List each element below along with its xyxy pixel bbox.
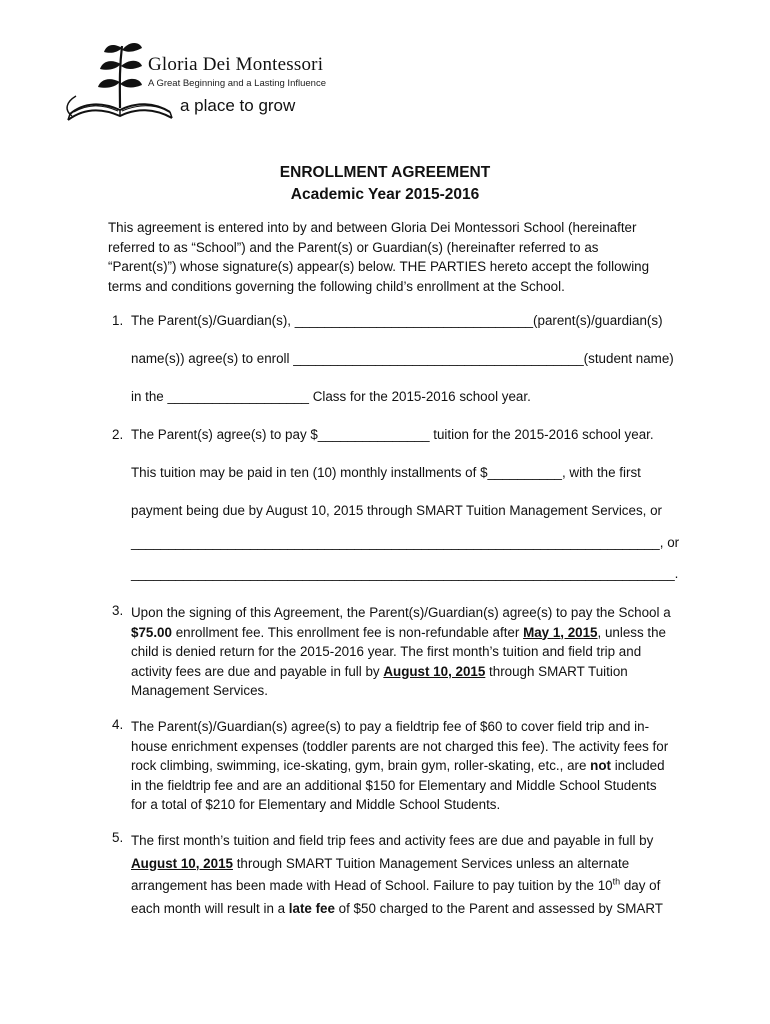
- item3-line: activity fees are due and payable in full by August 10, 2015 through SMART Tuition: [131, 663, 628, 679]
- logo-tagline: A Great Beginning and a Lasting Influence: [148, 78, 326, 89]
- item3-line: child is denied return for the 2015-2016 year. The first month’s tuition and field trip and: [131, 644, 642, 659]
- not-emphasis: not: [590, 758, 611, 773]
- document-subtitle: Academic Year 2015-2016: [290, 186, 480, 203]
- intro-paragraph: [108, 218, 688, 296]
- school-logo: [62, 36, 326, 126]
- item5-line: each month will result in a late fee of $50 charged to the Parent and assessed by SMART: [131, 900, 663, 916]
- item5-paragraph: [131, 830, 691, 920]
- item3-paragraph: [131, 603, 691, 701]
- logo-school-name: Gloria Dei Montessori: [148, 54, 324, 75]
- item2-line4: _______________________________________________________________________, or: [131, 535, 680, 550]
- item4-line: in the fieldtrip fee and are an additional $150 for Elementary and Middle School Students: [131, 777, 657, 793]
- item1-line3: in the ___________________ Class for the 2015-2016 school year.: [131, 389, 531, 404]
- logo-slogan: a place to grow: [180, 96, 296, 115]
- item2-line2: This tuition may be paid in ten (10) monthly installments of $__________, with the first: [131, 465, 641, 480]
- refund-deadline-date: May 1, 2015: [523, 624, 598, 640]
- item-number: 2.: [112, 427, 124, 442]
- payment-due-date: August 10, 2015: [131, 855, 233, 871]
- intro-line: This agreement is entered into by and between Gloria Dei Montessori School (hereinafter: [108, 220, 637, 235]
- item4-line: The Parent(s)/Guardian(s) agree(s) to pay a fieldtrip fee of $60 to cover field trip and in-: [131, 719, 650, 734]
- item5-line: arrangement has been made with Head of School. Failure to pay tuition by the 10th day of: [131, 876, 661, 893]
- item4-line: house enrichment expenses (toddler parents are not charged this fee). The activity fees for: [131, 738, 669, 754]
- item-number: 4.: [112, 717, 124, 732]
- payment-due-date: August 10, 2015: [383, 663, 486, 679]
- item-number: 3.: [112, 603, 124, 618]
- item1-line2: name(s)) agree(s) to enroll _______________________________________(student name): [131, 351, 674, 366]
- item-number: 1.: [112, 313, 124, 328]
- intro-line: terms and conditions governing the following child’s enrollment at the School.: [108, 278, 565, 294]
- intro-line: referred to as “School”) and the Parent(s) or Guardian(s) (hereinafter referred to as: [108, 239, 599, 255]
- intro-line: “Parent(s)”) whose signature(s) appear(s) below. THE PARTIES hereto accept the following: [108, 259, 650, 274]
- item4-paragraph: [131, 717, 691, 815]
- item3-line: $75.00 enrollment fee. This enrollment fee is non-refundable after May 1, 2015, unless the: [131, 624, 666, 640]
- enrollment-fee-amount: $75.00: [131, 624, 172, 640]
- item2-line3: payment being due by August 10, 2015 through SMART Tuition Management Services, or: [131, 503, 662, 518]
- item3-line: Management Services.: [131, 683, 268, 698]
- item3-line: Upon the signing of this Agreement, the Parent(s)/Guardian(s) agree(s) to pay the School a: [131, 605, 671, 620]
- item2-line5: _________________________________________________________________________.: [131, 566, 679, 581]
- item2-line1: The Parent(s) agree(s) to pay $_______________ tuition for the 2015-2016 school year.: [131, 427, 654, 442]
- item4-line: for a total of $210 for Elementary and Middle School Students.: [131, 797, 501, 812]
- item5-line: The first month’s tuition and field trip fees and activity fees are due and payable in full by: [131, 833, 654, 848]
- item4-line: rock climbing, swimming, ice-skating, gym, brain gym, roller-skating, etc., are not included: [131, 758, 665, 773]
- late-fee-emphasis: late fee: [288, 900, 335, 916]
- item1-line1: The Parent(s)/Guardian(s), ________________________________(parent(s)/guardian(s): [131, 313, 663, 328]
- document-title: ENROLLMENT AGREEMENT: [279, 164, 491, 181]
- item5-line: August 10, 2015 through SMART Tuition Management Services unless an alternate: [131, 855, 630, 871]
- item-number: 5.: [112, 830, 124, 845]
